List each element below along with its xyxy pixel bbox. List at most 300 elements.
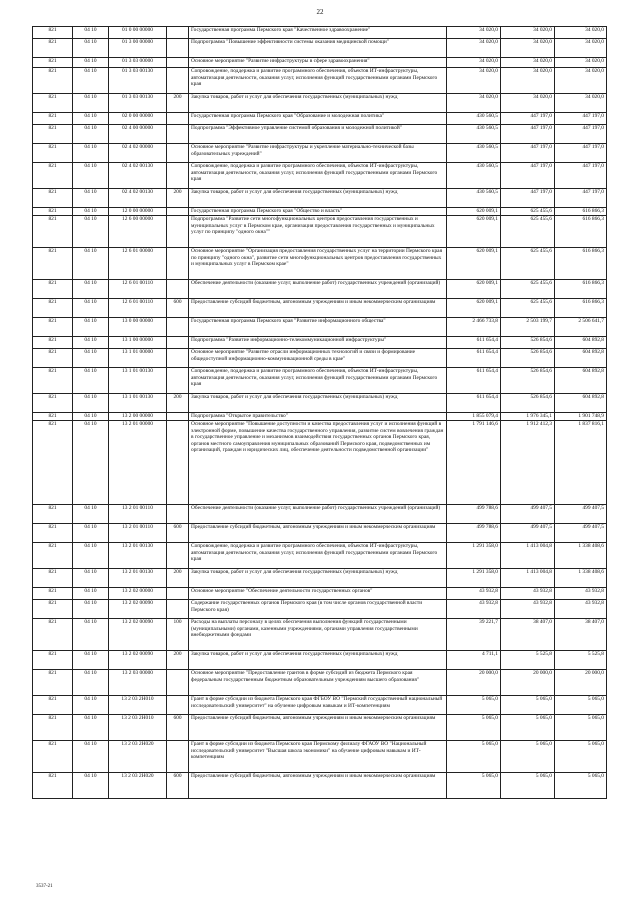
amount-2-cell: 34 020,0: [501, 39, 555, 58]
amount-2-cell: 625 455,6: [501, 208, 555, 216]
target-article-cell: 13 2 03 2Н010: [109, 715, 167, 741]
amount-1-cell: 5 065,0: [447, 741, 501, 773]
name-cell: Закупка товаров, работ и услуг для обеспечения государственных (муниципальных) нужд: [189, 651, 447, 670]
amount-3-cell: 499 407,5: [555, 524, 607, 543]
target-article-cell: 01 3 00 00000: [109, 39, 167, 58]
target-article-cell: 01 3 03 00000: [109, 58, 167, 68]
expense-type-cell: 600: [167, 773, 189, 799]
target-article-cell: 01 3 03 00130: [109, 94, 167, 113]
amount-2-cell: 625 455,6: [501, 299, 555, 318]
grbs-cell: 821: [33, 189, 73, 208]
name-cell: Предоставление субсидий бюджетным, автономным учреждениям и иным некоммерческим организациям: [189, 524, 447, 543]
amount-3-cell: 604 892,8: [555, 337, 607, 349]
expense-type-cell: [167, 505, 189, 524]
amount-3-cell: 34 020,0: [555, 27, 607, 39]
amount-3-cell: 38 407,0: [555, 619, 607, 651]
name-cell: Закупка товаров, работ и услуг для обеспечения государственных (муниципальных) нужд: [189, 569, 447, 588]
amount-3-cell: 34 020,0: [555, 39, 607, 58]
expense-type-cell: 600: [167, 715, 189, 741]
expense-type-cell: [167, 248, 189, 280]
amount-2-cell: 526 854,6: [501, 349, 555, 368]
grbs-cell: 821: [33, 670, 73, 696]
section-cell: 04 10: [73, 368, 109, 394]
grbs-cell: 821: [33, 337, 73, 349]
table-row: [33, 113, 607, 125]
name-cell: Основное мероприятие "Предоставление грантов в форме субсидий из бюджета Пермского края федеральным государственным бюджетным образовательным учреждениям высшего образования": [189, 670, 447, 696]
amount-3-cell: 447 197,0: [555, 113, 607, 125]
section-cell: 04 10: [73, 27, 109, 39]
name-cell: Основное мероприятие "Обеспечение деятельности государственных органов": [189, 588, 447, 600]
name-cell: Обеспечение деятельности (оказание услуг, выполнение работ) государственных учреждений (организаций): [189, 280, 447, 299]
amount-1-cell: 430 560,5: [447, 125, 501, 144]
amount-3-cell: 447 197,0: [555, 163, 607, 189]
expense-type-cell: 200: [167, 94, 189, 113]
amount-3-cell: 2 506 641,7: [555, 318, 607, 337]
table-row: [33, 163, 607, 189]
grbs-cell: 821: [33, 58, 73, 68]
name-cell: Подпрограмма "Эффективное управление системой образования и молодежной политикой": [189, 125, 447, 144]
expense-type-cell: [167, 113, 189, 125]
amount-2-cell: 447 197,0: [501, 113, 555, 125]
grbs-cell: 821: [33, 349, 73, 368]
table-row: [33, 94, 607, 113]
target-article-cell: 13 2 02 00090: [109, 619, 167, 651]
section-cell: 04 10: [73, 588, 109, 600]
amount-3-cell: 447 197,0: [555, 125, 607, 144]
section-cell: 04 10: [73, 670, 109, 696]
amount-2-cell: 34 020,0: [501, 27, 555, 39]
target-article-cell: 12 6 01 00110: [109, 299, 167, 318]
name-cell: Предоставление субсидий бюджетным, автономным учреждениям и иным некоммерческим организациям: [189, 299, 447, 318]
table-row: [33, 125, 607, 144]
amount-3-cell: 5 065,0: [555, 741, 607, 773]
expense-type-cell: 600: [167, 299, 189, 318]
amount-1-cell: 34 020,0: [447, 68, 501, 94]
target-article-cell: 13 2 03 00000: [109, 670, 167, 696]
table-row: [33, 248, 607, 280]
section-cell: 04 10: [73, 68, 109, 94]
amount-3-cell: 34 020,0: [555, 58, 607, 68]
amount-3-cell: 616 866,3: [555, 216, 607, 248]
name-cell: Закупка товаров, работ и услуг для обеспечения государственных (муниципальных) нужд: [189, 94, 447, 113]
grbs-cell: 821: [33, 505, 73, 524]
name-cell: Подпрограмма "Открытое правительство": [189, 413, 447, 421]
section-cell: 04 10: [73, 208, 109, 216]
name-cell: Основное мероприятие "Повышение доступности и качества предоставления услуг и исполнения функций в электронной форме, повышение качества государственного управления, развитие систем вовлечения граждан в государственное управление и механизмов взаимодействия государственных органов Пермского края, органов местного самоуправления муниципальных образований Пермского края, подведомственных им организаций, граждан и юридических лиц, обеспечение деятельности подведомственной организации": [189, 421, 447, 505]
table-row: [33, 368, 607, 394]
section-cell: 04 10: [73, 773, 109, 799]
name-cell: Государственная программа Пермского края "Качественное здравоохранение": [189, 27, 447, 39]
page-number: 22: [316, 8, 324, 16]
amount-3-cell: 1 338 408,6: [555, 569, 607, 588]
target-article-cell: 02 0 00 00000: [109, 113, 167, 125]
grbs-cell: 821: [33, 280, 73, 299]
amount-2-cell: 1 413 004,8: [501, 543, 555, 569]
amount-1-cell: 34 020,0: [447, 27, 501, 39]
amount-2-cell: 43 932,8: [501, 600, 555, 619]
amount-1-cell: 4 711,1: [447, 651, 501, 670]
section-cell: 04 10: [73, 299, 109, 318]
name-cell: Основное мероприятие "Организация предоставления государственных услуг на территории Пермского края по принципу "одного окна", развитие сети многофункциональных центров предоставления государственных и муниципальных услуг в Пермском крае": [189, 248, 447, 280]
name-cell: Подпрограмма "Повышение эффективности системы оказания медицинской помощи": [189, 39, 447, 58]
table-row: [33, 27, 607, 39]
table-row: [33, 413, 607, 421]
table-row: [33, 337, 607, 349]
target-article-cell: 13 2 02 00000: [109, 588, 167, 600]
expense-type-cell: [167, 144, 189, 163]
amount-1-cell: 430 560,5: [447, 144, 501, 163]
table-row: [33, 421, 607, 505]
table-row: [33, 715, 607, 741]
amount-2-cell: 447 197,0: [501, 189, 555, 208]
grbs-cell: 821: [33, 569, 73, 588]
table-row: [33, 569, 607, 588]
target-article-cell: 13 1 01 00000: [109, 349, 167, 368]
amount-1-cell: 611 654,4: [447, 368, 501, 394]
section-cell: 04 10: [73, 39, 109, 58]
amount-1-cell: 1 855 079,4: [447, 413, 501, 421]
amount-1-cell: 430 560,5: [447, 113, 501, 125]
expense-type-cell: [167, 741, 189, 773]
amount-3-cell: 5 065,0: [555, 773, 607, 799]
target-article-cell: 12 0 00 00000: [109, 208, 167, 216]
expense-type-cell: 100: [167, 619, 189, 651]
section-cell: 04 10: [73, 421, 109, 505]
amount-2-cell: 38 407,0: [501, 619, 555, 651]
target-article-cell: 01 3 03 00130: [109, 68, 167, 94]
table-row: [33, 58, 607, 68]
amount-2-cell: 43 932,8: [501, 588, 555, 600]
expense-type-cell: [167, 670, 189, 696]
grbs-cell: 821: [33, 619, 73, 651]
table-row: [33, 208, 607, 216]
amount-1-cell: 620 009,1: [447, 280, 501, 299]
amount-2-cell: 1 976 345,1: [501, 413, 555, 421]
grbs-cell: 821: [33, 27, 73, 39]
expense-type-cell: [167, 413, 189, 421]
section-cell: 04 10: [73, 569, 109, 588]
amount-3-cell: 499 407,5: [555, 505, 607, 524]
expense-type-cell: 600: [167, 524, 189, 543]
grbs-cell: 821: [33, 216, 73, 248]
target-article-cell: 13 1 01 00130: [109, 368, 167, 394]
expense-type-cell: [167, 543, 189, 569]
grbs-cell: 821: [33, 144, 73, 163]
amount-3-cell: 616 866,3: [555, 248, 607, 280]
table-row: [33, 189, 607, 208]
name-cell: Государственная программа Пермского края "Общество и власть": [189, 208, 447, 216]
section-cell: 04 10: [73, 337, 109, 349]
amount-2-cell: 5 065,0: [501, 715, 555, 741]
section-cell: 04 10: [73, 600, 109, 619]
section-cell: 04 10: [73, 741, 109, 773]
grbs-cell: 821: [33, 651, 73, 670]
name-cell: Предоставление субсидий бюджетным, автономным учреждениям и иным некоммерческим организациям: [189, 773, 447, 799]
amount-1-cell: 1 791 146,6: [447, 421, 501, 505]
amount-3-cell: 1 837 816,1: [555, 421, 607, 505]
target-article-cell: 13 2 03 2Н020: [109, 773, 167, 799]
grbs-cell: 821: [33, 524, 73, 543]
amount-3-cell: 447 197,0: [555, 144, 607, 163]
grbs-cell: 821: [33, 299, 73, 318]
target-article-cell: 12 6 01 00110: [109, 280, 167, 299]
grbs-cell: 821: [33, 318, 73, 337]
grbs-cell: 821: [33, 39, 73, 58]
name-cell: Закупка товаров, работ и услуг для обеспечения государственных (муниципальных) нужд: [189, 189, 447, 208]
target-article-cell: 13 2 01 00130: [109, 543, 167, 569]
grbs-cell: 821: [33, 68, 73, 94]
name-cell: Основное мероприятие "Развитие отрасли информационных технологий и связи и формирование общедоступной информационно-коммуникационной среды в крае": [189, 349, 447, 368]
table-row: [33, 619, 607, 651]
section-cell: 04 10: [73, 189, 109, 208]
amount-3-cell: 34 020,0: [555, 68, 607, 94]
name-cell: Основное мероприятие "Развитие инфраструктуры и укрепление материально-технической базы образовательных учреждений": [189, 144, 447, 163]
target-article-cell: 13 2 03 2Н010: [109, 696, 167, 715]
table-row: [33, 600, 607, 619]
amount-3-cell: 1 901 748,9: [555, 413, 607, 421]
amount-1-cell: 39 221,7: [447, 619, 501, 651]
amount-2-cell: 1 912 412,3: [501, 421, 555, 505]
grbs-cell: 821: [33, 125, 73, 144]
grbs-cell: 821: [33, 421, 73, 505]
target-article-cell: 13 0 00 00000: [109, 318, 167, 337]
target-article-cell: 13 2 01 00130: [109, 569, 167, 588]
amount-1-cell: 5 065,0: [447, 715, 501, 741]
amount-2-cell: 625 455,6: [501, 280, 555, 299]
amount-3-cell: 20 000,0: [555, 670, 607, 696]
amount-1-cell: 34 020,0: [447, 58, 501, 68]
amount-1-cell: 20 000,0: [447, 670, 501, 696]
table-row: [33, 39, 607, 58]
section-cell: 04 10: [73, 163, 109, 189]
table-row: [33, 651, 607, 670]
table-row: [33, 773, 607, 799]
name-cell: Сопровождение, поддержка и развитие программного обеспечения, объектов ИТ-инфраструктуры, автоматизация деятельности, оказания услуг, исполнения функций государственными органами Пермского края: [189, 543, 447, 569]
grbs-cell: 821: [33, 773, 73, 799]
amount-3-cell: 1 338 408,6: [555, 543, 607, 569]
amount-1-cell: 2 466 733,8: [447, 318, 501, 337]
table-body: [33, 27, 607, 799]
expense-type-cell: 200: [167, 651, 189, 670]
table-row: [33, 299, 607, 318]
target-article-cell: 13 2 02 00090: [109, 600, 167, 619]
name-cell: Сопровождение, поддержка и развитие программного обеспечения, объектов ИТ-инфраструктуры, автоматизация деятельности, оказания услуг, исполнения функций государственными органами Пермского края: [189, 368, 447, 394]
target-article-cell: 13 1 01 00130: [109, 394, 167, 413]
table-row: [33, 394, 607, 413]
table-row: [33, 670, 607, 696]
expense-type-cell: [167, 337, 189, 349]
amount-3-cell: 616 866,3: [555, 280, 607, 299]
name-cell: Грант в форме субсидии из бюджета Пермского края ФГБОУ ВО "Пермский государственный национальный исследовательский университет" на обучение цифровым навыкам и ИТ-компетенциям: [189, 696, 447, 715]
amount-1-cell: 611 654,4: [447, 349, 501, 368]
table-row: [33, 144, 607, 163]
grbs-cell: 821: [33, 696, 73, 715]
name-cell: Сопровождение, поддержка и развитие программного обеспечения, объектов ИТ-инфраструктуры, автоматизация деятельности, оказания услуг, исполнения функций государственными органами Пермского края: [189, 68, 447, 94]
section-cell: 04 10: [73, 58, 109, 68]
amount-2-cell: 526 854,6: [501, 394, 555, 413]
amount-1-cell: 499 788,6: [447, 524, 501, 543]
target-article-cell: 13 2 02 00090: [109, 651, 167, 670]
budget-table: [32, 26, 607, 799]
target-article-cell: 02 4 02 00130: [109, 163, 167, 189]
expense-type-cell: [167, 58, 189, 68]
table-row: [33, 588, 607, 600]
amount-3-cell: 447 197,0: [555, 189, 607, 208]
expense-type-cell: [167, 68, 189, 94]
section-cell: 04 10: [73, 696, 109, 715]
amount-1-cell: 34 020,0: [447, 39, 501, 58]
expense-type-cell: [167, 163, 189, 189]
expense-type-cell: [167, 125, 189, 144]
grbs-cell: 821: [33, 208, 73, 216]
amount-1-cell: 1 291 358,0: [447, 543, 501, 569]
section-cell: 04 10: [73, 94, 109, 113]
grbs-cell: 821: [33, 600, 73, 619]
section-cell: 04 10: [73, 248, 109, 280]
amount-3-cell: 5 065,0: [555, 696, 607, 715]
amount-1-cell: 611 654,4: [447, 337, 501, 349]
amount-3-cell: 616 866,3: [555, 208, 607, 216]
target-article-cell: 13 2 00 00000: [109, 413, 167, 421]
grbs-cell: 821: [33, 394, 73, 413]
expense-type-cell: [167, 27, 189, 39]
amount-2-cell: 447 197,0: [501, 144, 555, 163]
amount-3-cell: 616 866,3: [555, 299, 607, 318]
amount-3-cell: 604 892,8: [555, 394, 607, 413]
amount-2-cell: 526 854,6: [501, 337, 555, 349]
section-cell: 04 10: [73, 216, 109, 248]
expense-type-cell: 200: [167, 569, 189, 588]
amount-1-cell: 620 009,1: [447, 208, 501, 216]
amount-2-cell: 1 413 004,8: [501, 569, 555, 588]
grbs-cell: 821: [33, 588, 73, 600]
name-cell: Расходы на выплаты персоналу в целях обеспечения выполнения функций государственными (муниципальными) органами, казенными учреждениями, органами управления государственными внебюджетными фондами: [189, 619, 447, 651]
expense-type-cell: [167, 421, 189, 505]
name-cell: Государственная программа Пермского края "Образование и молодежная политика": [189, 113, 447, 125]
amount-2-cell: 20 000,0: [501, 670, 555, 696]
table-row: [33, 543, 607, 569]
expense-type-cell: 200: [167, 394, 189, 413]
name-cell: Закупка товаров, работ и услуг для обеспечения государственных (муниципальных) нужд: [189, 394, 447, 413]
expense-type-cell: [167, 349, 189, 368]
table-row: [33, 505, 607, 524]
name-cell: Предоставление субсидий бюджетным, автономным учреждениям и иным некоммерческим организациям: [189, 715, 447, 741]
amount-2-cell: 5 065,0: [501, 773, 555, 799]
section-cell: 04 10: [73, 318, 109, 337]
target-article-cell: 02 4 02 00130: [109, 189, 167, 208]
amount-2-cell: 34 020,0: [501, 94, 555, 113]
name-cell: Грант в форме субсидии из бюджета Пермского края Пермскому филиалу ФГАОУ ВО "Национальный исследовательский университет "Высшая школа экономики" на обучение цифровым навыкам и ИТ-компетенциям: [189, 741, 447, 773]
section-cell: 04 10: [73, 349, 109, 368]
amount-1-cell: 620 009,1: [447, 216, 501, 248]
footer-code: 3537-21: [36, 884, 53, 889]
table-row: [33, 696, 607, 715]
grbs-cell: 821: [33, 248, 73, 280]
section-cell: 04 10: [73, 505, 109, 524]
amount-2-cell: 2 503 199,7: [501, 318, 555, 337]
amount-1-cell: 430 560,5: [447, 189, 501, 208]
grbs-cell: 821: [33, 368, 73, 394]
amount-3-cell: 604 892,8: [555, 349, 607, 368]
expense-type-cell: [167, 696, 189, 715]
section-cell: 04 10: [73, 715, 109, 741]
target-article-cell: 13 2 03 2Н020: [109, 741, 167, 773]
amount-1-cell: 1 291 358,0: [447, 569, 501, 588]
grbs-cell: 821: [33, 413, 73, 421]
section-cell: 04 10: [73, 125, 109, 144]
name-cell: Подпрограмма "Развитие сети многофункциональных центров предоставления государственных и муниципальных услуг в Пермском крае, организация предоставления государственных и муниципальных услуг по принципу "одного окна"": [189, 216, 447, 248]
section-cell: 04 10: [73, 651, 109, 670]
expense-type-cell: [167, 318, 189, 337]
amount-2-cell: 526 854,6: [501, 368, 555, 394]
expense-type-cell: [167, 588, 189, 600]
amount-2-cell: 447 197,0: [501, 163, 555, 189]
expense-type-cell: [167, 600, 189, 619]
name-cell: Сопровождение, поддержка и развитие программного обеспечения, объектов ИТ-инфраструктуры, автоматизация деятельности, оказания услуг, исполнения функций государственными органами Пермского края: [189, 163, 447, 189]
expense-type-cell: [167, 368, 189, 394]
expense-type-cell: [167, 216, 189, 248]
table-row: [33, 524, 607, 543]
table-row: [33, 68, 607, 94]
name-cell: Государственная программа Пермского края "Развитие информационного общества": [189, 318, 447, 337]
amount-3-cell: 5 065,0: [555, 715, 607, 741]
amount-3-cell: 5 525,8: [555, 651, 607, 670]
section-cell: 04 10: [73, 394, 109, 413]
amount-1-cell: 5 065,0: [447, 773, 501, 799]
amount-2-cell: 447 197,0: [501, 125, 555, 144]
section-cell: 04 10: [73, 144, 109, 163]
expense-type-cell: 200: [167, 189, 189, 208]
amount-2-cell: 499 407,5: [501, 505, 555, 524]
amount-3-cell: 34 020,0: [555, 94, 607, 113]
amount-1-cell: 43 932,8: [447, 588, 501, 600]
table-row: [33, 280, 607, 299]
target-article-cell: 01 0 00 00000: [109, 27, 167, 39]
target-article-cell: 13 2 01 00110: [109, 524, 167, 543]
amount-2-cell: 5 065,0: [501, 741, 555, 773]
target-article-cell: 12 6 01 00000: [109, 248, 167, 280]
amount-3-cell: 43 932,8: [555, 600, 607, 619]
name-cell: Основное мероприятие "Развитие инфраструктуры в сфере здравоохранения": [189, 58, 447, 68]
table-row: [33, 741, 607, 773]
section-cell: 04 10: [73, 413, 109, 421]
expense-type-cell: [167, 39, 189, 58]
table-row: [33, 349, 607, 368]
target-article-cell: 13 2 01 00000: [109, 421, 167, 505]
amount-1-cell: 499 788,6: [447, 505, 501, 524]
expense-type-cell: [167, 208, 189, 216]
amount-1-cell: 34 020,0: [447, 94, 501, 113]
grbs-cell: 821: [33, 543, 73, 569]
amount-1-cell: 620 009,1: [447, 248, 501, 280]
amount-2-cell: 5 525,8: [501, 651, 555, 670]
amount-2-cell: 34 020,0: [501, 58, 555, 68]
name-cell: Обеспечение деятельности (оказание услуг, выполнение работ) государственных учреждений (организаций): [189, 505, 447, 524]
grbs-cell: 821: [33, 113, 73, 125]
amount-3-cell: 43 932,8: [555, 588, 607, 600]
amount-3-cell: 604 892,8: [555, 368, 607, 394]
amount-2-cell: 5 065,0: [501, 696, 555, 715]
table-row: [33, 216, 607, 248]
grbs-cell: 821: [33, 715, 73, 741]
name-cell: Подпрограмма "Развитие информационно-телекоммуникационной инфраструктуры": [189, 337, 447, 349]
table-row: [33, 318, 607, 337]
name-cell: Содержание государственных органов Пермского края (в том числе органов государственной власти Пермского края): [189, 600, 447, 619]
target-article-cell: 02 4 02 00000: [109, 144, 167, 163]
section-cell: 04 10: [73, 113, 109, 125]
section-cell: 04 10: [73, 543, 109, 569]
grbs-cell: 821: [33, 163, 73, 189]
